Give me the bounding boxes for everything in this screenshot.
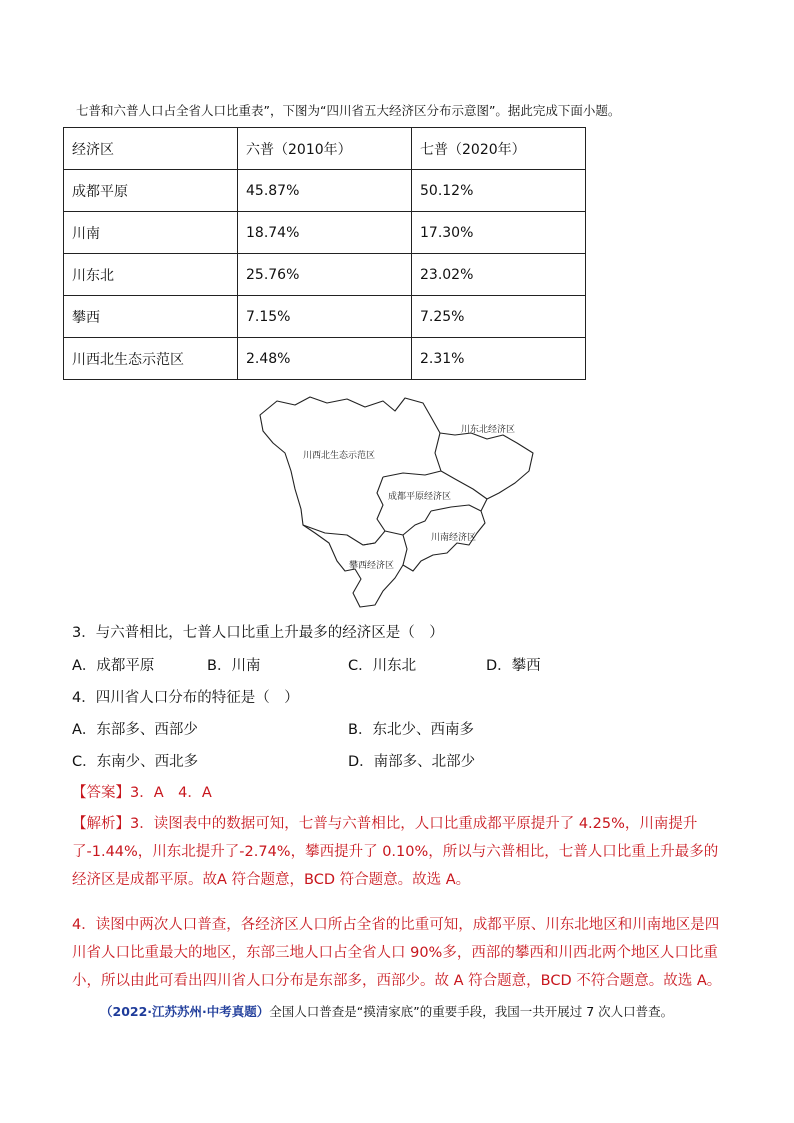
answer-line xyxy=(72,782,212,804)
question-4-option-b: B．东北少、西南多 xyxy=(348,722,474,738)
question-3-option-b: B．川南 xyxy=(207,658,261,674)
table-cell: 2.31% xyxy=(412,338,586,380)
source-tag: （2022·江苏苏州·中考真题） xyxy=(100,1004,270,1019)
chuannan-boundary xyxy=(385,511,431,535)
chengdu-boundary xyxy=(383,471,441,477)
label-panxi: 攀西经济区 xyxy=(349,561,395,571)
table-header-row xyxy=(64,128,586,170)
table-cell: 17.30% xyxy=(412,212,586,254)
population-table xyxy=(63,127,586,380)
table-cell: 川南 xyxy=(64,212,238,254)
next-question-intro xyxy=(100,1002,760,1022)
panxi-east-boundary xyxy=(403,535,407,565)
question-4-stem: 4．四川省人口分布的特征是（ ） xyxy=(72,690,299,706)
analysis-label: 【解析】 xyxy=(72,816,130,832)
chengdu-west-boundary xyxy=(363,477,385,545)
panxi-boundary xyxy=(303,525,375,545)
table-cell: 7.15% xyxy=(238,296,412,338)
table-cell: 45.87% xyxy=(238,170,412,212)
question-3-stem: 3．与六普相比，七普人口比重上升最多的经济区是（ ） xyxy=(72,625,444,641)
table-row xyxy=(64,212,586,254)
label-chuanxibei: 川西北生态示范区 xyxy=(303,451,376,461)
table-cell: 成都平原 xyxy=(64,170,238,212)
table-row xyxy=(64,296,586,338)
analysis-paragraph-1 xyxy=(72,810,732,894)
question-3-option-a: A．成都平原 xyxy=(72,658,155,674)
intro-text: 七普和六普人口占全省人口比重表”，下图为“四川省五大经济区分布示意图”。据此完成下面小题。 xyxy=(76,103,621,118)
table-cell: 7.25% xyxy=(412,296,586,338)
label-chengdu: 成都平原经济区 xyxy=(388,492,452,502)
table-header-cell: 六普（2010年） xyxy=(238,128,412,170)
table-cell: 50.12% xyxy=(412,170,586,212)
question-4-option-a: A．东部多、西部少 xyxy=(72,722,198,738)
sichuan-region-map xyxy=(255,393,540,608)
question-3-option-c: C．川东北 xyxy=(348,658,417,674)
table-row xyxy=(64,170,586,212)
table-cell: 25.76% xyxy=(238,254,412,296)
chengdu-south-boundary xyxy=(431,505,481,511)
table-row xyxy=(64,254,586,296)
table-cell: 川西北生态示范区 xyxy=(64,338,238,380)
label-chuannan: 川南经济区 xyxy=(431,533,477,543)
question-4-option-c: C．东南少、西北多 xyxy=(72,754,199,770)
analysis-text-2: 4．读图中两次人口普查，各经济区人口所占全省的比重可知，成都平原、川东北地区和川南地区是四川省人口比重最大的地区，东部三地人口占全省人口 90%多，西部的攀西和川西北两个地区人口比重小，所以由此可看出四川省人口分布是东部多，西部少。故 A 符合题意，BCD 不符合题意。故选 A。 xyxy=(72,917,722,989)
next-question-text: 全国人口普查是“摸清家底”的重要手段，我国一共开展过 7 次人口普查。 xyxy=(269,1004,674,1019)
table-header-cell: 经济区 xyxy=(64,128,238,170)
analysis-paragraph-2 xyxy=(72,911,732,995)
table-cell: 23.02% xyxy=(412,254,586,296)
label-chuandongbei: 川东北经济区 xyxy=(461,425,516,435)
question-4-option-d: D．南部多、北部少 xyxy=(348,754,476,770)
answer-label: 【答案】 xyxy=(72,785,130,801)
table-row xyxy=(64,338,586,380)
table-cell: 2.48% xyxy=(238,338,412,380)
table-cell: 18.74% xyxy=(238,212,412,254)
analysis-text-1: 3．读图表中的数据可知，七普与六普相比，人口比重成都平原提升了 4.25%，川南提升了-1.44%，川东北提升了-2.74%，攀西提升了 0.10%，所以与六普相比，七普人口比重上升最多的经济区是成都平原。故A 符合题意，BCD 符合题意。故选 A。 xyxy=(72,816,719,888)
table-cell: 攀西 xyxy=(64,296,238,338)
table-header-cell: 七普（2020年） xyxy=(412,128,586,170)
answer-text: 3．A 4．A xyxy=(130,785,212,801)
chuandongbei-boundary xyxy=(435,433,487,499)
question-3-option-d: D．攀西 xyxy=(486,658,541,674)
table-cell: 川东北 xyxy=(64,254,238,296)
